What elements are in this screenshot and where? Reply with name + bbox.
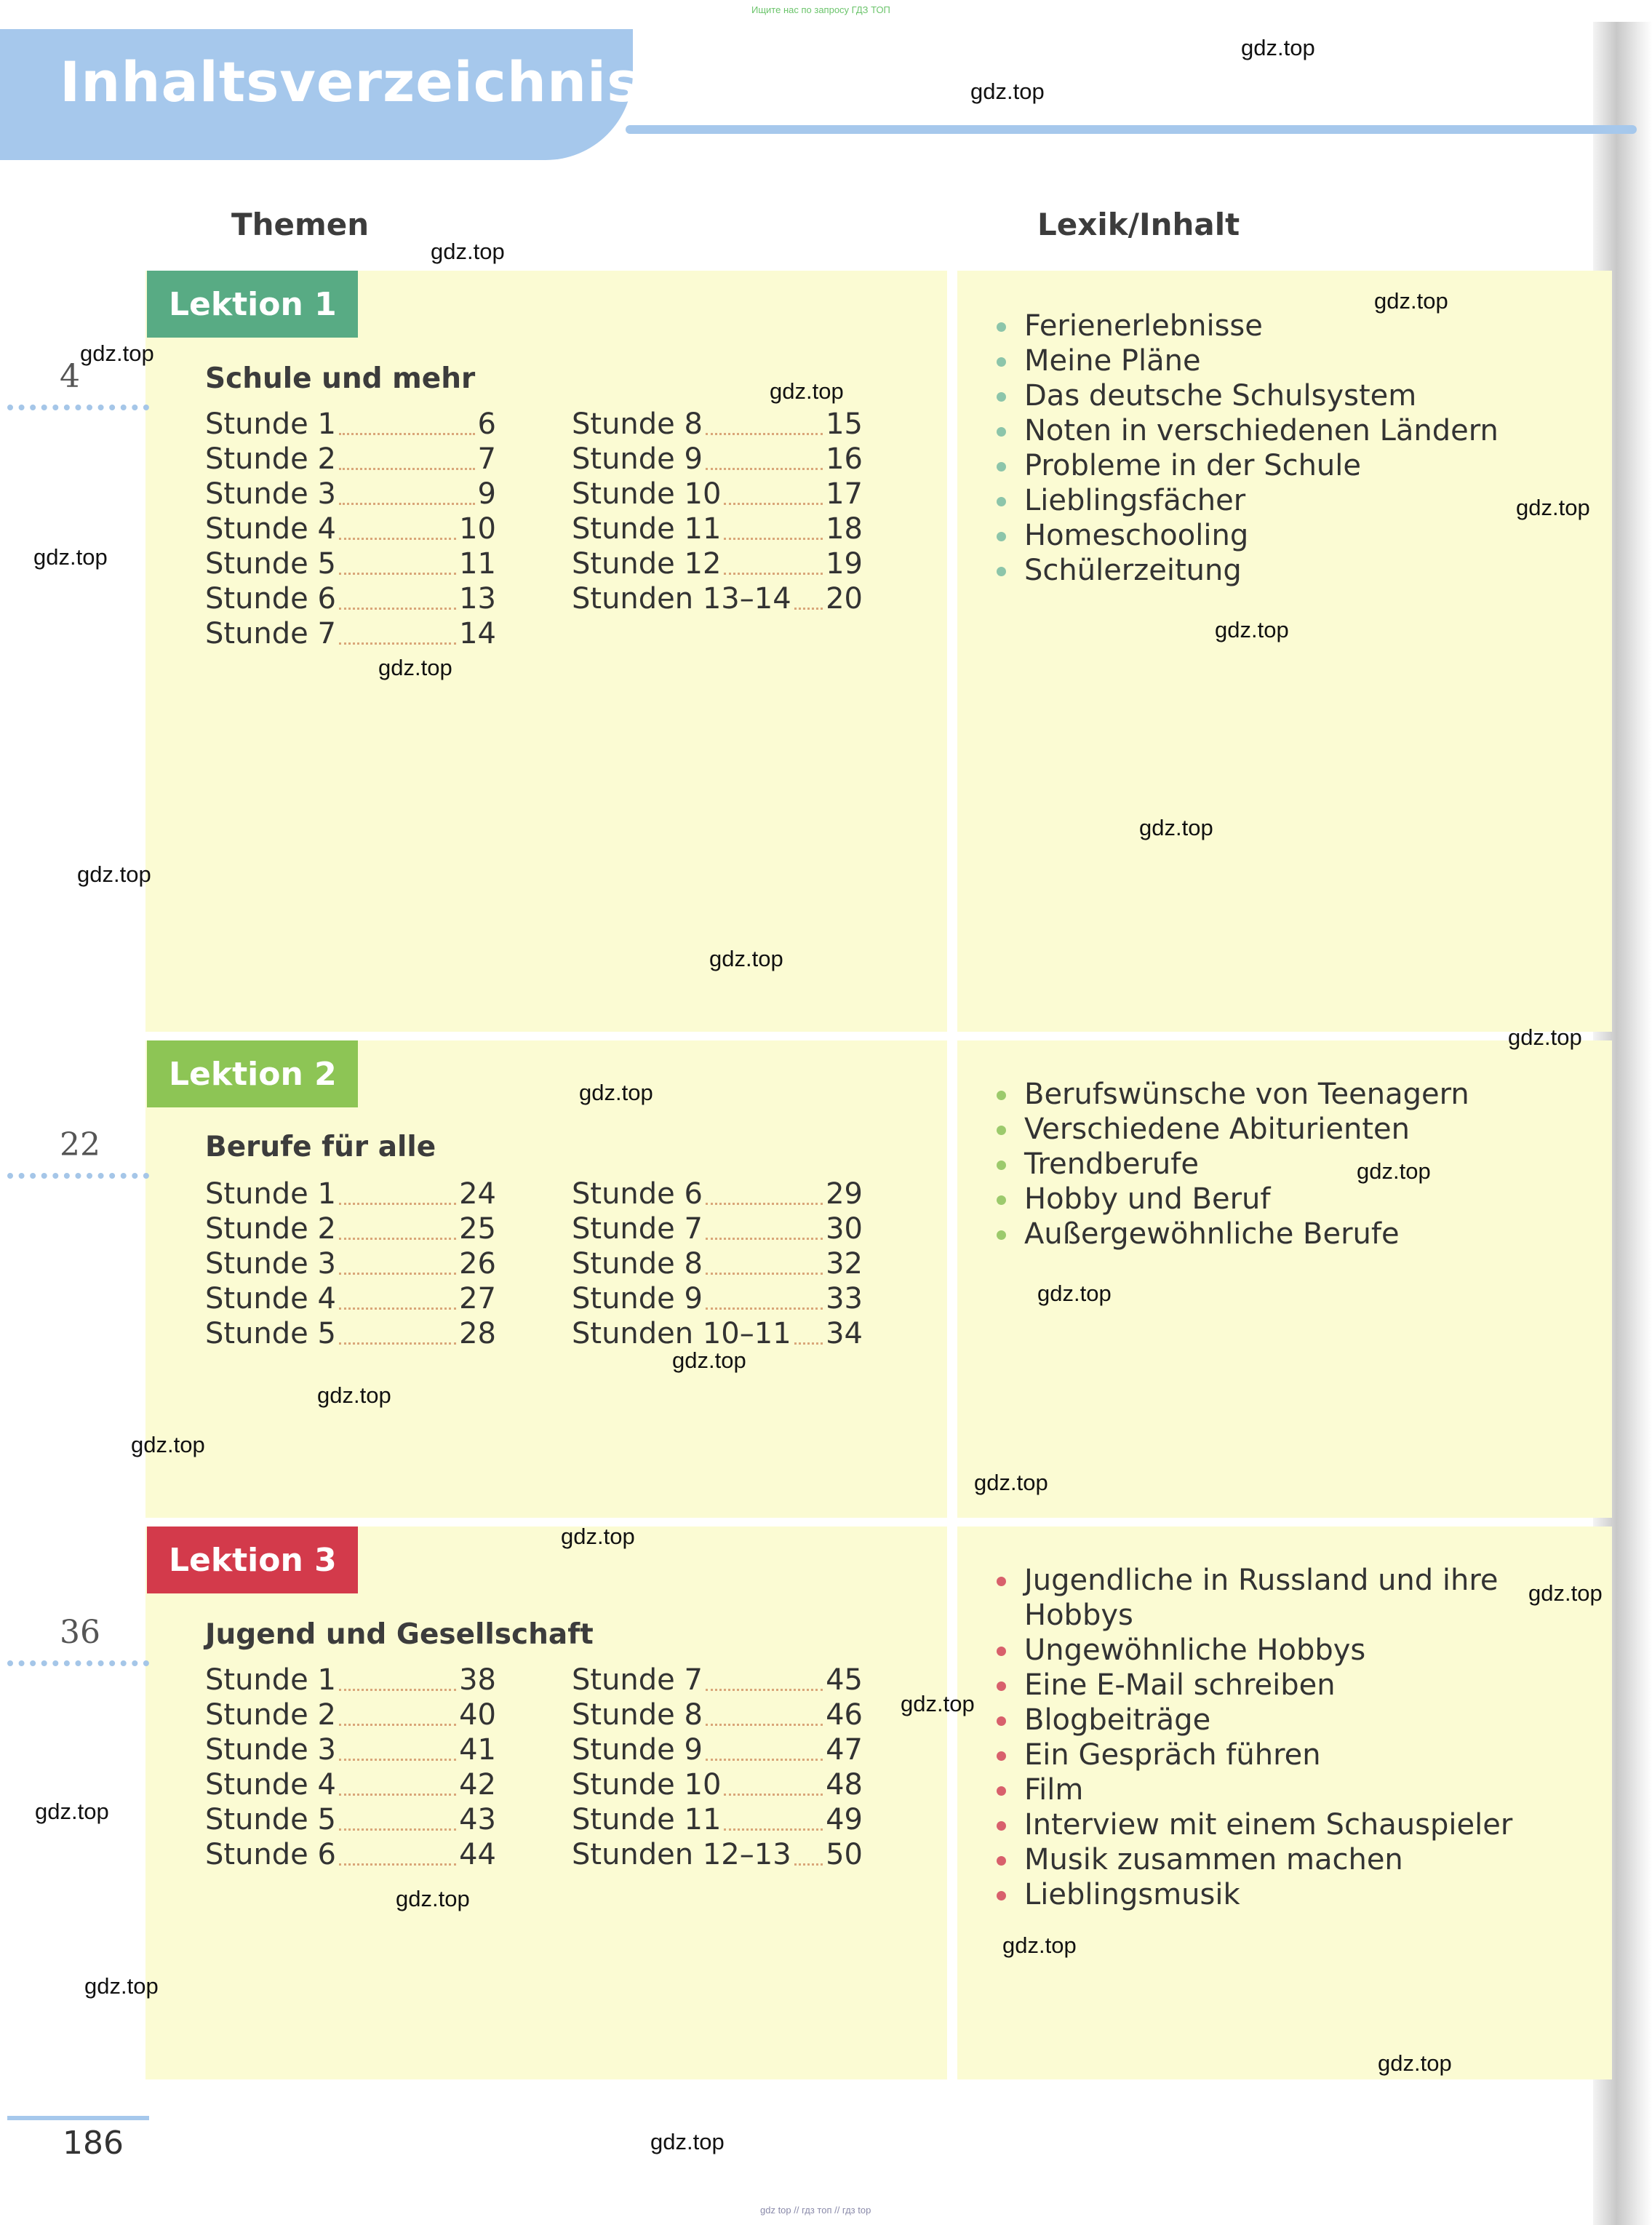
toc-entry[interactable]: Stunden 13–14 20 [572, 582, 863, 616]
watermark: gdz.top [1378, 2050, 1452, 2076]
watermark: gdz.top [1037, 1281, 1112, 1306]
lesson1-title: Schule und mehr [205, 362, 476, 395]
topic-item-continuation: Hobbys [1024, 1599, 1133, 1632]
watermark: gdz.top [317, 1382, 391, 1408]
watermark: gdz.top [561, 1524, 635, 1549]
toc-entry[interactable]: Stunde 2 40 [205, 1698, 496, 1732]
watermark: gdz.top [650, 2129, 725, 2154]
column-header-themen: Themen [231, 207, 370, 242]
watermark: gdz.top [33, 544, 108, 570]
lesson3-title: Jugend und Gesellschaft [205, 1618, 594, 1651]
topic-item: Trendberufe [995, 1147, 1469, 1182]
lesson1-topic-list [995, 309, 1499, 588]
bottom-note: gdz top // гдз топ // гдз top [760, 2205, 871, 2216]
watermark: gdz.top [84, 1973, 159, 1999]
topic-item: Musik zusammen machen [995, 1842, 1512, 1877]
topic-item: Lieblingsmusik [995, 1877, 1512, 1912]
toc-entry[interactable]: Stunde 4 10 [205, 512, 496, 546]
topic-item: Ferienerlebnisse [995, 309, 1499, 343]
page-title: Inhaltsverzeichnis [60, 49, 641, 114]
toc-entry[interactable]: Stunde 10 17 [572, 477, 863, 511]
topic-item: Blogbeiträge [995, 1703, 1512, 1738]
lesson1-badge: Lektion 1 [147, 271, 358, 338]
lesson1-start-page: 4 [60, 358, 80, 395]
header-rule [626, 125, 1637, 134]
toc-entry[interactable]: Stunde 11 18 [572, 512, 863, 546]
topic-item: Film [995, 1772, 1512, 1807]
topic-item: Ein Gespräch führen [995, 1738, 1512, 1772]
lesson2-title: Berufe für alle [205, 1131, 436, 1163]
toc-entry[interactable]: Stunde 2 25 [205, 1212, 496, 1246]
lesson2-stunden-left [205, 1176, 496, 1350]
toc-entry[interactable]: Stunde 8 32 [572, 1247, 863, 1281]
toc-entry[interactable]: Stunde 6 44 [205, 1838, 496, 1871]
watermark: gdz.top [431, 239, 505, 264]
topic-item: Meine Pläne [995, 343, 1499, 378]
toc-entry[interactable]: Stunde 5 28 [205, 1317, 496, 1350]
lesson2-dot-rule [7, 1173, 149, 1179]
toc-entry[interactable]: Stunde 4 27 [205, 1282, 496, 1316]
topic-item: Interview mit einem Schauspieler [995, 1807, 1512, 1842]
toc-entry[interactable]: Stunde 4 42 [205, 1768, 496, 1802]
lesson3-topic-list [995, 1563, 1512, 1912]
toc-entry[interactable]: Stunde 1 38 [205, 1663, 496, 1697]
top-note: Ищите нас по запросу ГДЗ ТОП [751, 4, 890, 15]
lesson2-start-page: 22 [60, 1126, 100, 1163]
toc-entry[interactable]: Stunde 6 13 [205, 582, 496, 616]
topic-item: Verschiedene Abiturienten [995, 1112, 1469, 1147]
lesson1-stunden-right [572, 406, 863, 616]
watermark: gdz.top [1374, 288, 1448, 314]
lesson3-stunden-left [205, 1662, 496, 1871]
toc-entry[interactable]: Stunde 9 16 [572, 442, 863, 476]
toc-entry[interactable]: Stunde 9 47 [572, 1733, 863, 1767]
toc-entry[interactable]: Stunde 12 19 [572, 547, 863, 581]
lesson1-stunden-left [205, 406, 496, 650]
toc-entry[interactable]: Stunde 2 7 [205, 442, 496, 476]
toc-entry[interactable]: Stunden 12–13 50 [572, 1838, 863, 1871]
watermark: gdz.top [901, 1691, 975, 1716]
footer-rule [7, 2116, 149, 2120]
topic-item: Ungewöhnliche Hobbys [995, 1633, 1512, 1668]
watermark: gdz.top [970, 79, 1045, 104]
column-header-lexik: Lexik/Inhalt [1037, 207, 1240, 242]
watermark: gdz.top [672, 1348, 746, 1373]
toc-entry[interactable]: Stunde 11 49 [572, 1803, 863, 1836]
watermark: gdz.top [35, 1799, 109, 1824]
watermark: gdz.top [1241, 35, 1315, 60]
toc-entry[interactable]: Stunde 3 41 [205, 1733, 496, 1767]
toc-entry[interactable]: Stunde 6 29 [572, 1177, 863, 1211]
topic-item: Jugendliche in Russland und ihre [995, 1563, 1512, 1598]
watermark: gdz.top [1508, 1024, 1582, 1050]
watermark: gdz.top [770, 378, 844, 404]
topic-item: Schülerzeitung [995, 553, 1499, 588]
toc-entry[interactable]: Stunde 7 30 [572, 1212, 863, 1246]
topic-item: Lieblingsfächer [995, 483, 1499, 518]
watermark: gdz.top [77, 861, 151, 887]
topic-item: Das deutsche Schulsystem [995, 378, 1499, 413]
toc-entry[interactable]: Stunde 1 24 [205, 1177, 496, 1211]
watermark: gdz.top [80, 341, 154, 366]
topic-item: Berufswünsche von Teenagern [995, 1077, 1469, 1112]
page-number: 186 [63, 2125, 124, 2162]
toc-entry[interactable]: Stunde 5 11 [205, 547, 496, 581]
lesson3-dot-rule [7, 1660, 149, 1666]
toc-entry[interactable]: Stunde 7 14 [205, 617, 496, 650]
watermark: gdz.top [1528, 1580, 1603, 1606]
watermark: gdz.top [1357, 1158, 1431, 1184]
lesson3-start-page: 36 [60, 1614, 100, 1651]
lesson3-stunden-right [572, 1662, 863, 1871]
toc-entry[interactable]: Stunde 3 26 [205, 1247, 496, 1281]
watermark: gdz.top [378, 655, 452, 680]
watermark: gdz.top [709, 946, 783, 971]
toc-entry[interactable]: Stunde 1 6 [205, 407, 496, 441]
lesson1-dot-rule [7, 405, 149, 410]
watermark: gdz.top [1139, 815, 1213, 840]
toc-entry[interactable]: Stunde 7 45 [572, 1663, 863, 1697]
toc-entry[interactable]: Stunde 8 15 [572, 407, 863, 441]
topic-item: Probleme in der Schule [995, 448, 1499, 483]
watermark: gdz.top [1215, 617, 1289, 642]
topic-item: Eine E-Mail schreiben [995, 1668, 1512, 1703]
watermark: gdz.top [1002, 1933, 1077, 1958]
topic-item: Hobby und Beruf [995, 1182, 1469, 1217]
topic-item: Homeschooling [995, 518, 1499, 553]
topic-item: Außergewöhnliche Berufe [995, 1217, 1469, 1251]
toc-entry[interactable]: Stunde 5 43 [205, 1803, 496, 1836]
lesson3-badge: Lektion 3 [147, 1527, 358, 1593]
watermark: gdz.top [579, 1080, 653, 1105]
lesson2-badge: Lektion 2 [147, 1040, 358, 1107]
toc-entry[interactable]: Stunde 9 33 [572, 1282, 863, 1316]
topic-item: Noten in verschiedenen Ländern [995, 413, 1499, 448]
toc-entry[interactable]: Stunde 8 46 [572, 1698, 863, 1732]
toc-entry[interactable]: Stunden 10–11 34 [572, 1317, 863, 1350]
watermark: gdz.top [974, 1470, 1048, 1495]
watermark: gdz.top [1516, 495, 1590, 520]
watermark: gdz.top [396, 1886, 470, 1911]
watermark: gdz.top [131, 1432, 205, 1457]
toc-entry[interactable]: Stunde 3 9 [205, 477, 496, 511]
toc-entry[interactable]: Stunde 10 48 [572, 1768, 863, 1802]
lesson2-stunden-right [572, 1176, 863, 1350]
